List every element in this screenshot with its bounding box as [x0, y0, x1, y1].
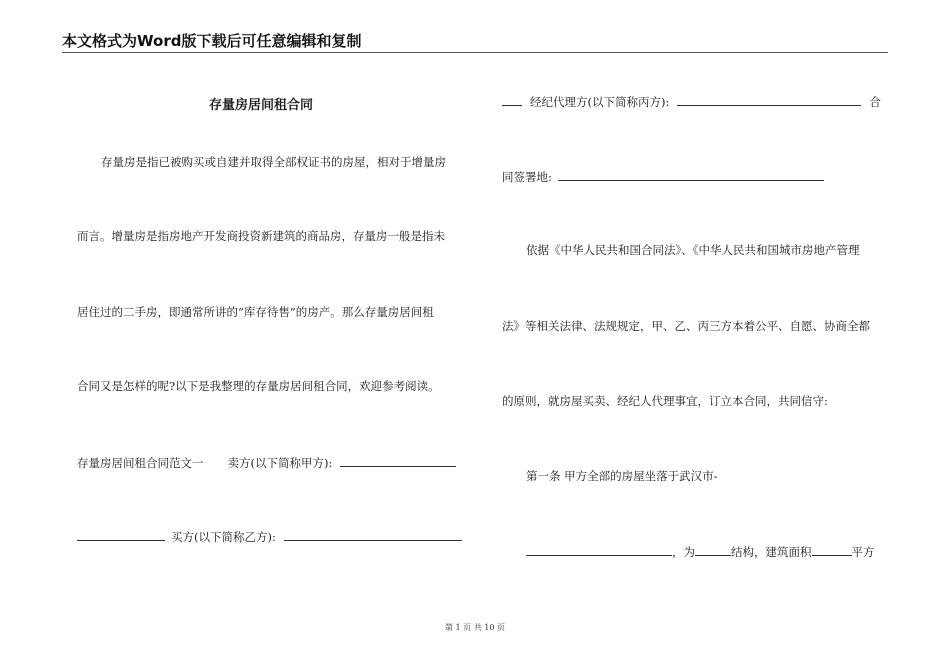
- sign-place-label: 同签署地:: [502, 170, 552, 184]
- agent-label: 经纪代理方(以下简称丙方):: [530, 95, 670, 109]
- area-unit: 平方: [851, 545, 875, 559]
- buyer-label: 买方(以下简称乙方):: [171, 530, 276, 544]
- document-title: 存量房居间租合同: [209, 98, 314, 113]
- seller-label: 卖方(以下简称甲方):: [227, 456, 333, 470]
- document-header: 本文格式为Word版下载后可任意编辑和复制: [62, 30, 888, 53]
- paragraph-line: 第一条 甲方全部的房屋坐落于武汉市-: [526, 469, 718, 483]
- structure-blank: [695, 544, 731, 556]
- paragraph-line: 依据《中华人民共和国合同法》、《中华人民共和国城市房地产管理: [526, 243, 860, 257]
- sign-place-blank: [558, 169, 824, 181]
- seller-blank: [340, 455, 456, 467]
- paragraph-line: 存量房是指已被购买或自建并取得全部权证书的房屋，相对于增量房: [101, 155, 446, 169]
- structure-prefix: ，为: [672, 545, 695, 559]
- page-footer: 第 1 页 共 10 页: [445, 623, 505, 632]
- location-blank: [526, 544, 672, 556]
- buyer-prefix-blank: [77, 529, 165, 541]
- sample-heading: 存量房居间租合同范文一: [77, 456, 204, 470]
- area-blank: [812, 544, 852, 556]
- agent-blank: [677, 94, 861, 106]
- paragraph-line: 的原则，就房屋买卖、经纪人代理事宜，订立本合同，共同信守:: [502, 394, 828, 408]
- paragraph-line: 居住过的二手房，即通常所讲的“库存待售”的房产。那么存量房居间租: [77, 305, 434, 319]
- paragraph-line: [502, 169, 824, 185]
- buyer-blank: [284, 529, 462, 541]
- paragraph-line: 法》等相关法律、法规规定，甲、乙、丙三方本着公平、自愿、协商全都: [502, 319, 870, 333]
- agent-tail: 合: [869, 95, 881, 109]
- area-label: 结构，建筑面积: [731, 545, 812, 559]
- paragraph-line: [77, 529, 462, 545]
- paragraph-line: [77, 455, 456, 471]
- agent-prefix-blank: [502, 94, 522, 106]
- paragraph-line: [502, 94, 881, 110]
- paragraph-line: [526, 544, 875, 560]
- paragraph-line: 而言。增量房是指房地产开发商投资新建筑的商品房，存量房一般是指未: [77, 229, 445, 243]
- paragraph-line: 合同又是怎样的呢?以下是我整理的存量房居间租合同，欢迎参考阅读。: [77, 379, 440, 393]
